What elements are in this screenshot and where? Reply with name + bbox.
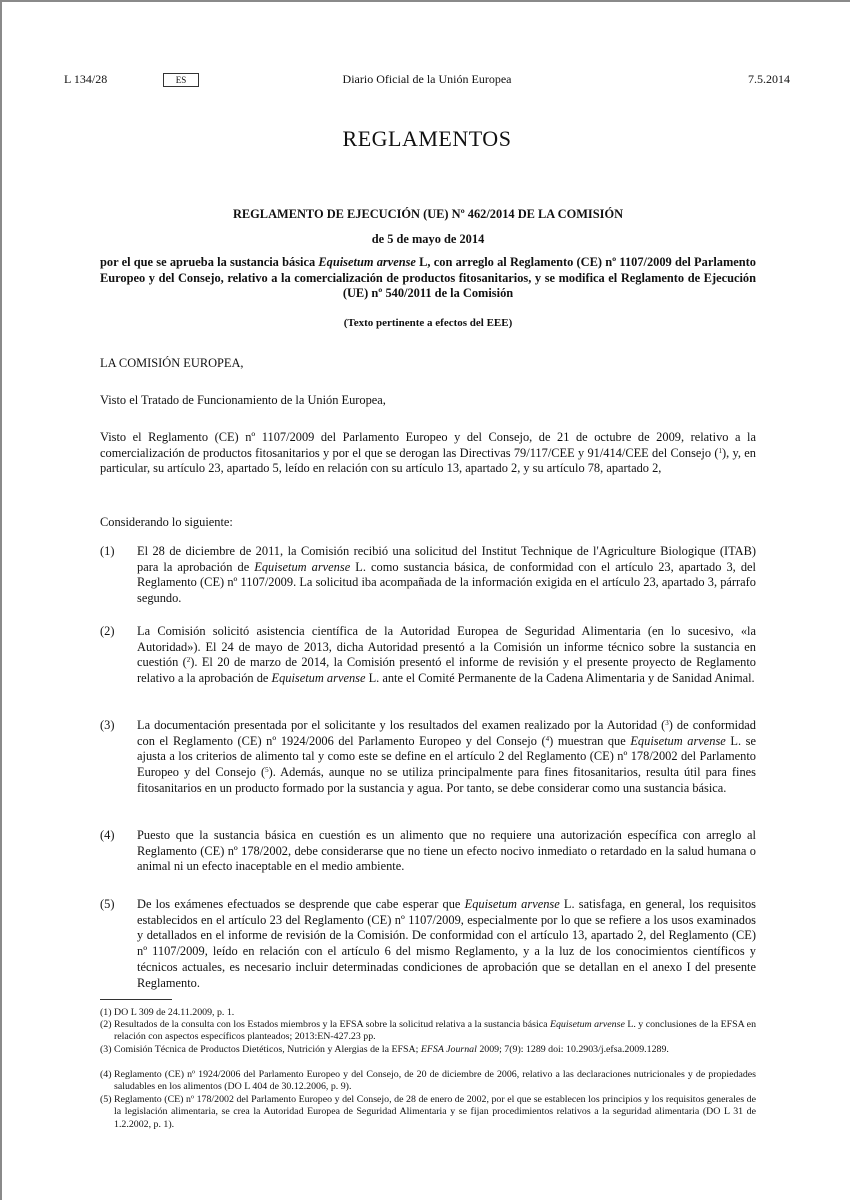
footnote-4 [100, 1069, 756, 1094]
footnote-5 [100, 1094, 756, 1131]
eee-note: (Texto pertinente a efectos del EEE) [343, 317, 513, 329]
recital-text: La Comisión solicitó asistencia científica de la Autoridad Europea de Seguridad Alimentaria (en lo sucesivo, «la Autoridad»). El 24 de mayo de 2013, dicha Autoridad presentó a la Comisión un informe técnico sobre la sustancia en cuestión ($^2$). El 20 de marzo de 2014, la Comisión presentó el informe de revisión y el presente proyecto de Reglamento relativo a la aprobación de Equisetum arvense L. ante el Comité Permanente de la Cadena Alimentaria y de Sanidad Animal. [137, 624, 756, 686]
recital-number: (1) [100, 544, 115, 558]
recital-2 [100, 624, 756, 687]
recital-number: (4) [100, 828, 115, 842]
footnote-text: DO L 309 de 24.11.2009, p. 1. [114, 1007, 235, 1018]
page-reference: L 134/28 [64, 72, 108, 86]
recital-text: La documentación presentada por el solicitante y los resultados del examen realizado por la Autoridad ($^3$) de conformidad con el Reglamento (CE) nº 1924/2006 del Parlamento Europeo y del Consejo ($^4$) muestran que Equisetum arvense L. se ajusta a los criterios de alimento tal y como este se define en el artículo 2 del Reglamento (CE) nº 178/2002 del Parlamento Europeo y del Consejo ($^5$). Además, aunque no se utiliza principalmente para fines fitosanitarios, resulta útil para fines fitosanitarios en un producto formado por la sustancia y agua. Por tanto, se debe considerar como una sustancia básica. [137, 718, 756, 795]
footnote-3 [100, 1044, 756, 1056]
section-title: REGLAMENTOS [342, 126, 512, 151]
footnote-ref: 3 [665, 719, 669, 727]
recital-text: De los exámenes efectuados se desprende que cabe esperar que Equisetum arvense L. satisfaga, en general, los requisitos establecidos en el artículo 23 del Reglamento (CE) nº 1107/2009, especialmente por lo que se refiere a los usos examinados y detallados en el informe de revisión de la Comisión. De conformidad con el artículo 13, apartado 2, del Reglamento (CE) nº 1107/2009, leído en relación con el artículo 6 del mismo Reglamento, y a la luz de los conocimientos científicos y técnicos actuales, es necesario incluir determinadas condiciones de aprobación que se detallan en el anexo I del presente Reglamento. [137, 897, 757, 990]
publication-date: 7.5.2014 [748, 72, 790, 86]
regulation-title: REGLAMENTO DE EJECUCIÓN (UE) Nº 462/2014 DE LA COMISIÓN [232, 207, 624, 221]
recital-3 [100, 718, 756, 797]
footnote-text: Reglamento (CE) nº 1924/2006 del Parlamento Europeo y del Consejo, de 20 de diciembre de 2006, relativo a las declaraciones nutricionales y de propiedades saludables en los alimentos (DO L 404 de 30.12.2006, p. 9). [114, 1069, 756, 1093]
footnote-separator [100, 999, 172, 1000]
journal-name: Diario Oficial de la Unión Europea [342, 72, 512, 86]
footnote-ref: 4 [545, 734, 550, 743]
recital-number: (5) [100, 897, 115, 911]
footnote-text: Reglamento (CE) nº 178/2002 del Parlamento Europeo y del Consejo, de 28 de enero de 2002, por el que se establecen los principios y los requisitos generales de la legislación alimentaria, se crea la Autoridad Europea de Seguridad Alimentaria y se fijan procedimientos relativos a la seguridad alimentaria (DO L 31 de 1.2.2002, p. 1). [114, 1094, 756, 1130]
regulation-subject: por el que se aprueba la sustancia básica Equisetum arvense L, con arreglo al Reglamento (CE) nº 1107/2009 del Parlamento Europeo y del Consejo, relativo a la comercialización de productos fitosanitarios, y se modifica el Reglamento de Ejecución (UE) nº 540/2011 de la Comisión [100, 255, 756, 301]
footnote-ref: 2 [186, 656, 191, 665]
footnote-number: (4) [100, 1069, 112, 1080]
footnote-text: Resultados de la consulta con los Estados miembros y la EFSA sobre la solicitud relativa a la sustancia básica Equisetum arvense L. y conclusiones de la EFSA en relación con aspectos específicos planteados; 2013:EN-427.23 pp. [114, 1019, 757, 1043]
citation-regulation: Visto el Reglamento (CE) nº 1107/2009 del Parlamento Europeo y del Consejo, de 21 de octubre de 2009, relativo a la comercialización de productos fitosanitarios y por el que se derogan las Directivas 79/117/CEE y 91/414/CEE del Consejo ($^1$), y, en particular, su artículo 23, apartado 5, leído en relación con su artículo 13, apartado 2, y su artículo 78, apartado 2, [100, 430, 756, 476]
whereas-intro: Considerando lo siguiente: [100, 515, 233, 529]
footnote-ref: 5 [265, 766, 269, 775]
language-badge: ES [163, 73, 199, 87]
footnote-2 [100, 1019, 756, 1044]
footnote-number: (2) [100, 1019, 112, 1030]
recital-text: Puesto que la sustancia básica en cuestión es un alimento que no requiere una autorización específica con arreglo al Reglamento (CE) nº 178/2002, debe considerarse que no tiene un efecto nocivo inmediato o retardado en la salud humana o animal ni un efecto inaceptable en el medio ambiente. [137, 828, 756, 874]
recital-5 [100, 897, 756, 991]
regulation-date: de 5 de mayo de 2014 [371, 232, 485, 246]
commission-heading: LA COMISIÓN EUROPEA, [100, 356, 244, 370]
recital-4 [100, 828, 756, 875]
footnote-1 [100, 1007, 756, 1019]
footnote-number: (1) [100, 1007, 112, 1018]
recital-number: (2) [100, 624, 115, 638]
recital-text: El 28 de diciembre de 2011, la Comisión recibió una solicitud del Institut Technique de l'Agriculture Biologique (ITAB) para la aprobación de Equisetum arvense L. como sustancia básica, de conformidad con el artículo 23, apartado 3, del Reglamento (CE) nº 1107/2009. La solicitud iba acompañada de la información exigida en el artículo 23, apartado 3, párrafo segundo. [137, 544, 756, 606]
recital-number: (3) [100, 718, 115, 732]
recital-1 [100, 544, 756, 607]
footnote-number: (5) [100, 1094, 112, 1105]
footnote-text: Comisión Técnica de Productos Dietéticos, Nutrición y Alergias de la EFSA; EFSA Journal 2009; 7(9): 1289 doi: 10.2903/j.efsa.2009.1289. [114, 1044, 669, 1055]
footnote-number: (3) [100, 1044, 112, 1055]
footnote-ref: 1 [718, 446, 722, 455]
citation-treaty: Visto el Tratado de Funcionamiento de la Unión Europea, [100, 393, 386, 407]
